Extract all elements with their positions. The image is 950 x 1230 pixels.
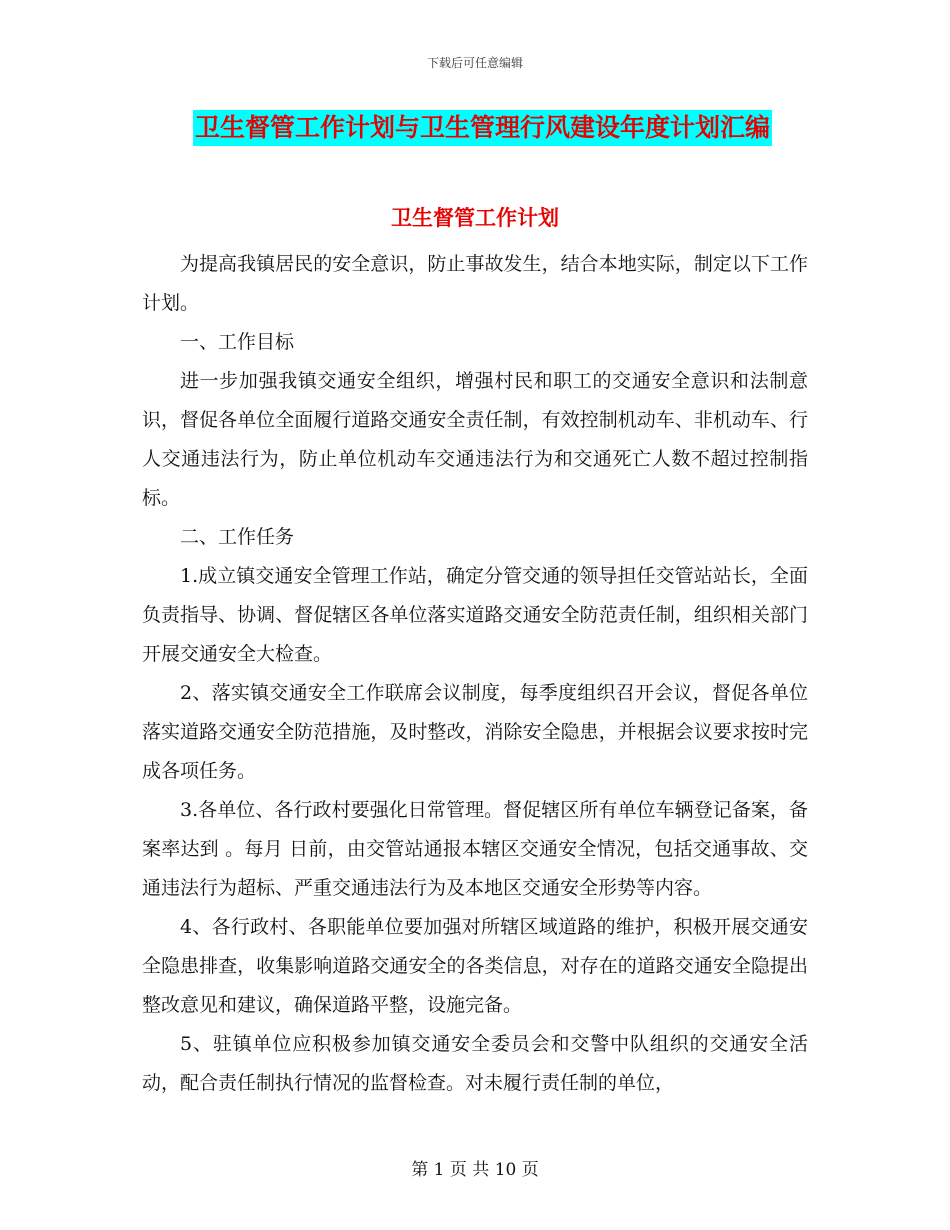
section-title: 卫生督管工作计划 (391, 206, 559, 230)
header-note: 下载后可任意编辑 (426, 56, 523, 70)
document-title: 卫生督管工作计划与卫生管理行风建设年度计划汇编 (193, 110, 772, 146)
paragraph: 为提高我镇居民的安全意识，防止事故发生，结合本地实际，制定以下工作计划。 (142, 253, 808, 314)
paragraph: 1.成立镇交通安全管理工作站，确定分管交通的领导担任交管站站长，全面负责指导、协调、督促辖区各单位落实道路交通安全防范责任制，组织相关部门开展交通安全大检查。 (142, 565, 808, 665)
page-number-footer: 第 1 页 共 10 页 (411, 1160, 539, 1180)
paragraph: 进一步加强我镇交通安全组织，增强村民和职工的交通安全意识和法制意识，督促各单位全面履行道路交通安全责任制，有效控制机动车、非机动车、行人交通违法行为，防止单位机动车交通违法行为和交通死亡人数不超过控制指标。 (142, 370, 808, 509)
paragraph: 2、落实镇交通安全工作联席会议制度，每季度组织召开会议，督促各单位落实道路交通安全防范措施，及时整改，消除安全隐患，并根据会议要求按时完成各项任务。 (142, 682, 808, 782)
paragraph: 5、驻镇单位应积极参加镇交通安全委员会和交警中队组织的交通安全活动，配合责任制执行情况的监督检查。对未履行责任制的单位， (142, 1033, 808, 1094)
paragraph: 一、工作目标 (180, 331, 295, 353)
document-body (142, 245, 808, 1103)
paragraph: 4、各行政村、各职能单位要加强对所辖区域道路的维护，积极开展交通安全隐患排查，收集影响道路交通安全的各类信息，对存在的道路交通安全隐提出整改意见和建议，确保道路平整，设施完备。 (142, 916, 808, 1016)
paragraph: 3.各单位、各行政村要强化日常管理。督促辖区所有单位车辆登记备案，备案率达到 。每月 日前，由交管站通报本辖区交通安全情况，包括交通事故、交通违法行为超标、严重交通违法行为及本地区交通安全形势等内容。 (142, 799, 808, 899)
paragraph: 二、工作任务 (180, 526, 295, 548)
